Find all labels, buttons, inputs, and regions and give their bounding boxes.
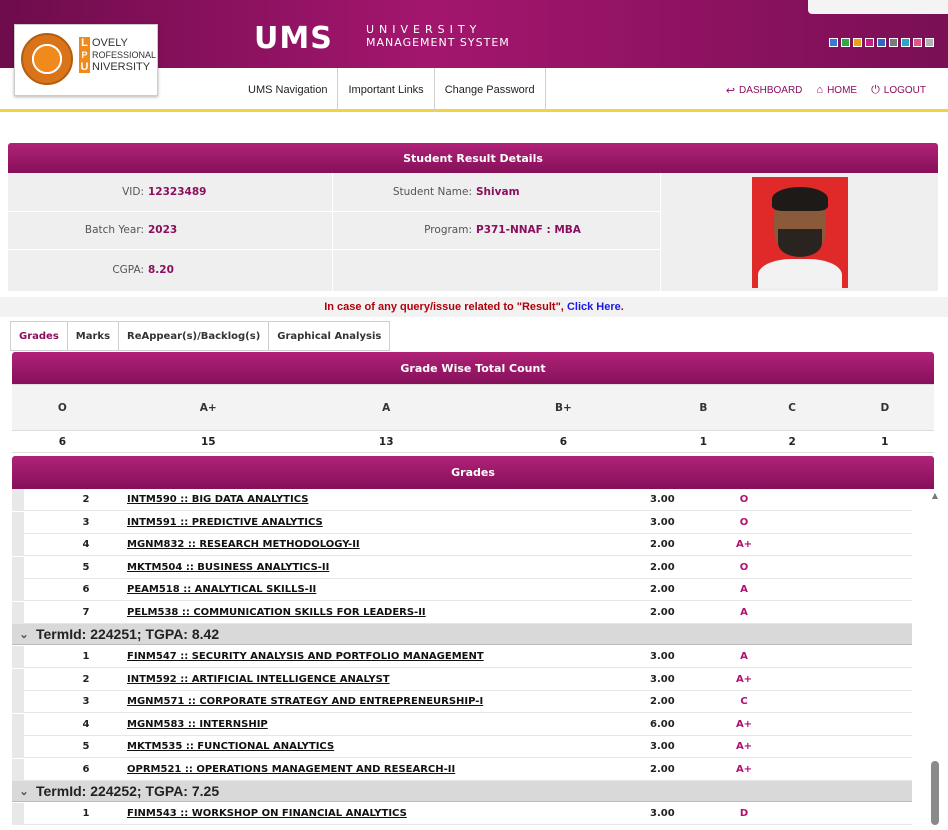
program-label: Program: bbox=[424, 224, 472, 236]
vid-value: 12323489 bbox=[148, 186, 207, 198]
course-serial: 7 bbox=[82, 606, 90, 618]
program-cell bbox=[332, 211, 660, 249]
query-end: . bbox=[620, 301, 624, 313]
course-credit: 2.00 bbox=[650, 561, 675, 573]
home-icon: ⌂ bbox=[816, 84, 824, 96]
course-credit: 2.00 bbox=[650, 696, 675, 707]
grade-count-value: 1 bbox=[658, 431, 748, 453]
row-indent bbox=[12, 534, 24, 556]
course-link[interactable]: FINM543 :: WORKSHOP ON FINANCIAL ANALYTICS bbox=[127, 808, 407, 819]
nav-change-password[interactable]: Change Password bbox=[435, 68, 546, 112]
term-label: TermId: 224252; TGPA: 7.25 bbox=[36, 783, 220, 799]
student-name: Shivam bbox=[476, 186, 520, 198]
course-credit: 3.00 bbox=[650, 516, 675, 528]
theme-swatches[interactable] bbox=[829, 38, 934, 47]
course-grade: D bbox=[739, 808, 749, 819]
course-grade: A bbox=[740, 606, 748, 618]
tab-marks[interactable]: Marks bbox=[67, 321, 118, 351]
course-link[interactable]: PEAM518 :: ANALYTICAL SKILLS-II bbox=[127, 584, 317, 595]
term-header[interactable] bbox=[12, 624, 912, 645]
course-grade: A bbox=[740, 651, 748, 662]
result-panel-title: Student Result Details bbox=[8, 143, 938, 173]
course-link[interactable]: INTM590 :: BIG DATA ANALYTICS bbox=[127, 494, 309, 505]
logo-cap-u: U bbox=[80, 61, 89, 73]
name-cell bbox=[332, 173, 660, 211]
chevron-down-icon[interactable]: ⌄ bbox=[19, 785, 29, 798]
row-indent bbox=[12, 602, 24, 624]
scroll-up-icon[interactable]: ▲ bbox=[931, 491, 939, 500]
result-tabs bbox=[10, 321, 390, 351]
grade-row bbox=[12, 736, 912, 758]
university-logo[interactable] bbox=[14, 24, 158, 96]
theme-swatch[interactable] bbox=[925, 38, 934, 47]
course-link[interactable]: MGNM571 :: CORPORATE STRATEGY AND ENTREPRENEURSHIP-I bbox=[127, 696, 484, 707]
row-indent bbox=[12, 803, 24, 825]
row-indent bbox=[12, 669, 24, 691]
vid-cell bbox=[8, 173, 332, 211]
divider bbox=[660, 173, 661, 291]
course-serial: 4 bbox=[82, 539, 90, 550]
row-indent bbox=[12, 579, 24, 601]
course-link[interactable]: MKTM504 :: BUSINESS ANALYTICS-II bbox=[127, 561, 330, 573]
logo-cap-p: P bbox=[79, 49, 90, 61]
grades-list[interactable] bbox=[12, 489, 934, 830]
batch-cell bbox=[8, 211, 332, 249]
theme-swatch[interactable] bbox=[829, 38, 838, 47]
row-indent bbox=[12, 714, 24, 736]
course-grade: O bbox=[739, 494, 749, 505]
grade-wise-count bbox=[12, 352, 934, 453]
tab-reappear-backlog[interactable]: ReAppear(s)/Backlog(s) bbox=[118, 321, 268, 351]
theme-swatch[interactable] bbox=[889, 38, 898, 47]
row-indent bbox=[12, 646, 24, 668]
course-link[interactable]: MKTM535 :: FUNCTIONAL ANALYTICS bbox=[127, 741, 335, 752]
grade-row bbox=[12, 557, 912, 579]
term-header[interactable] bbox=[12, 781, 912, 802]
course-grade: A+ bbox=[735, 718, 753, 730]
grade-row bbox=[12, 489, 912, 511]
grade-row bbox=[12, 669, 912, 691]
logo-cap-l: L bbox=[79, 37, 90, 49]
grade-row bbox=[12, 602, 912, 624]
grade-count-header-cell: C bbox=[749, 385, 836, 431]
grade-row bbox=[12, 579, 912, 601]
course-grade: A+ bbox=[735, 539, 753, 550]
logout-label: LOGOUT bbox=[883, 84, 926, 96]
grade-count-header-cell: B+ bbox=[469, 385, 659, 431]
course-serial: 3 bbox=[82, 696, 90, 707]
grade-row bbox=[12, 714, 912, 736]
row-indent bbox=[12, 512, 24, 534]
grade-count-value: 6 bbox=[469, 431, 659, 453]
course-link[interactable]: MGNM832 :: RESEARCH METHODOLOGY-II bbox=[127, 539, 360, 550]
cgpa-label: CGPA: bbox=[112, 264, 144, 276]
course-grade: O bbox=[739, 561, 749, 573]
theme-swatch[interactable] bbox=[853, 38, 862, 47]
grade-count-header-cell: A bbox=[304, 385, 469, 431]
grade-count-header-cell: D bbox=[836, 385, 934, 431]
grade-row bbox=[12, 803, 912, 825]
row-indent bbox=[12, 557, 24, 579]
grade-count-value: 13 bbox=[304, 431, 469, 453]
photo-hair bbox=[772, 187, 828, 211]
course-serial: 4 bbox=[82, 718, 90, 730]
scrollbar-thumb[interactable] bbox=[931, 761, 939, 825]
cgpa-value: 8.20 bbox=[148, 264, 174, 276]
theme-swatch[interactable] bbox=[841, 38, 850, 47]
grade-row bbox=[12, 759, 912, 781]
course-serial: 2 bbox=[82, 673, 90, 685]
grade-count-title: Grade Wise Total Count bbox=[12, 352, 934, 384]
course-link[interactable]: MGNM583 :: INTERNSHIP bbox=[127, 718, 268, 730]
theme-swatch[interactable] bbox=[901, 38, 910, 47]
chevron-down-icon[interactable]: ⌄ bbox=[19, 628, 29, 641]
course-grade: A+ bbox=[735, 741, 753, 752]
grade-count-values bbox=[12, 431, 934, 453]
course-serial: 3 bbox=[82, 516, 90, 528]
course-link[interactable]: INTM592 :: ARTIFICIAL INTELLIGENCE ANALYST bbox=[127, 673, 390, 685]
row-indent bbox=[12, 489, 24, 511]
row-indent bbox=[12, 759, 24, 781]
grade-count-header-cell: O bbox=[12, 385, 113, 431]
theme-swatch[interactable] bbox=[865, 38, 874, 47]
ums-sub-line1: UNIVERSITY bbox=[366, 23, 482, 36]
course-credit: 2.00 bbox=[650, 606, 675, 618]
logo-word-1: OVELY bbox=[92, 37, 128, 49]
course-link[interactable]: OPRM521 :: OPERATIONS MANAGEMENT AND RESEARCH-II bbox=[127, 763, 456, 775]
name-label: Student Name: bbox=[392, 186, 472, 198]
batch-value: 2023 bbox=[148, 224, 178, 236]
course-grade: A+ bbox=[735, 673, 753, 685]
power-icon: ⏻ bbox=[871, 83, 880, 96]
grade-count-value: 1 bbox=[836, 431, 934, 453]
logo-word-3: NIVERSITY bbox=[92, 61, 151, 73]
grades-title: Grades bbox=[12, 456, 934, 489]
home-label: HOME bbox=[827, 84, 858, 96]
course-serial: 1 bbox=[82, 651, 90, 662]
grade-count-value: 6 bbox=[12, 431, 113, 453]
result-query-note bbox=[0, 297, 948, 317]
course-link[interactable]: FINM547 :: SECURITY ANALYSIS AND PORTFOLIO MANAGEMENT bbox=[127, 651, 484, 662]
term-label: TermId: 224251; TGPA: 8.42 bbox=[36, 626, 220, 642]
top-right-links bbox=[726, 68, 926, 112]
grade-row bbox=[12, 512, 912, 534]
course-credit: 3.00 bbox=[650, 741, 675, 752]
course-credit: 2.00 bbox=[650, 763, 675, 775]
grade-row bbox=[12, 646, 912, 668]
course-credit: 2.00 bbox=[650, 584, 675, 595]
dashboard-label: DASHBOARD bbox=[739, 84, 803, 96]
vid-label: VID: bbox=[122, 186, 144, 198]
ums-logo-subtitle bbox=[366, 23, 510, 49]
tab-grades[interactable]: Grades bbox=[10, 321, 67, 351]
course-grade: C bbox=[740, 696, 748, 707]
photo-beard bbox=[778, 229, 822, 257]
nav-menu bbox=[238, 68, 546, 112]
course-serial: 1 bbox=[82, 808, 90, 819]
logo-word-2: ROFESSIONAL bbox=[92, 50, 157, 60]
course-serial: 6 bbox=[82, 584, 90, 595]
theme-swatch[interactable] bbox=[877, 38, 886, 47]
dashboard-link[interactable] bbox=[726, 84, 803, 97]
university-logo-text bbox=[79, 37, 156, 73]
grade-count-value: 2 bbox=[749, 431, 836, 453]
course-credit: 3.00 bbox=[650, 651, 675, 662]
course-credit: 2.00 bbox=[650, 539, 675, 550]
click-here-link[interactable]: Click Here bbox=[566, 301, 621, 313]
batch-label: Batch Year: bbox=[84, 224, 144, 236]
student-result-panel bbox=[8, 143, 938, 291]
university-seal-icon bbox=[21, 33, 73, 85]
grade-count-value: 15 bbox=[113, 431, 304, 453]
grades-section bbox=[12, 456, 934, 830]
course-grade: A bbox=[740, 584, 748, 595]
cgpa-cell bbox=[8, 249, 332, 291]
student-photo bbox=[752, 177, 848, 288]
student-info bbox=[8, 173, 938, 291]
photo-shirt bbox=[758, 259, 842, 288]
query-text: In case of any query/issue related to "Result", bbox=[324, 301, 564, 313]
course-link[interactable]: INTM591 :: PREDICTIVE ANALYTICS bbox=[127, 516, 323, 528]
grade-count-table bbox=[12, 384, 934, 453]
back-arrow-icon: ↩ bbox=[725, 84, 736, 97]
nav-ums-navigation[interactable]: UMS Navigation bbox=[238, 68, 338, 112]
course-credit: 3.00 bbox=[650, 808, 675, 819]
course-credit: 6.00 bbox=[650, 718, 675, 730]
program-value: P371-NNAF : MBA bbox=[476, 224, 581, 236]
course-serial: 5 bbox=[82, 561, 90, 573]
grade-count-header-cell: A+ bbox=[113, 385, 304, 431]
row-indent bbox=[12, 691, 24, 713]
course-grade: O bbox=[739, 516, 749, 528]
course-serial: 2 bbox=[82, 494, 90, 505]
course-serial: 5 bbox=[82, 741, 90, 752]
course-grade: A+ bbox=[735, 763, 753, 775]
grades-scrollbar[interactable] bbox=[930, 489, 940, 830]
course-link[interactable]: PELM538 :: COMMUNICATION SKILLS FOR LEADERS-II bbox=[127, 606, 426, 618]
grade-row bbox=[12, 691, 912, 713]
home-link[interactable] bbox=[816, 84, 857, 96]
banner-corner bbox=[808, 0, 948, 14]
grade-count-header-cell: B bbox=[658, 385, 748, 431]
grade-row bbox=[12, 534, 912, 556]
logout-link[interactable] bbox=[871, 84, 926, 97]
course-credit: 3.00 bbox=[650, 673, 675, 685]
row-indent bbox=[12, 736, 24, 758]
ums-logo-text: UMS bbox=[254, 21, 333, 56]
theme-swatch[interactable] bbox=[913, 38, 922, 47]
grade-count-header bbox=[12, 385, 934, 431]
course-serial: 6 bbox=[82, 763, 90, 775]
ums-sub-line2: MANAGEMENT SYSTEM bbox=[366, 36, 510, 49]
tab-graphical-analysis[interactable]: Graphical Analysis bbox=[268, 321, 390, 351]
course-credit: 3.00 bbox=[650, 494, 675, 505]
nav-important-links[interactable]: Important Links bbox=[338, 68, 434, 112]
